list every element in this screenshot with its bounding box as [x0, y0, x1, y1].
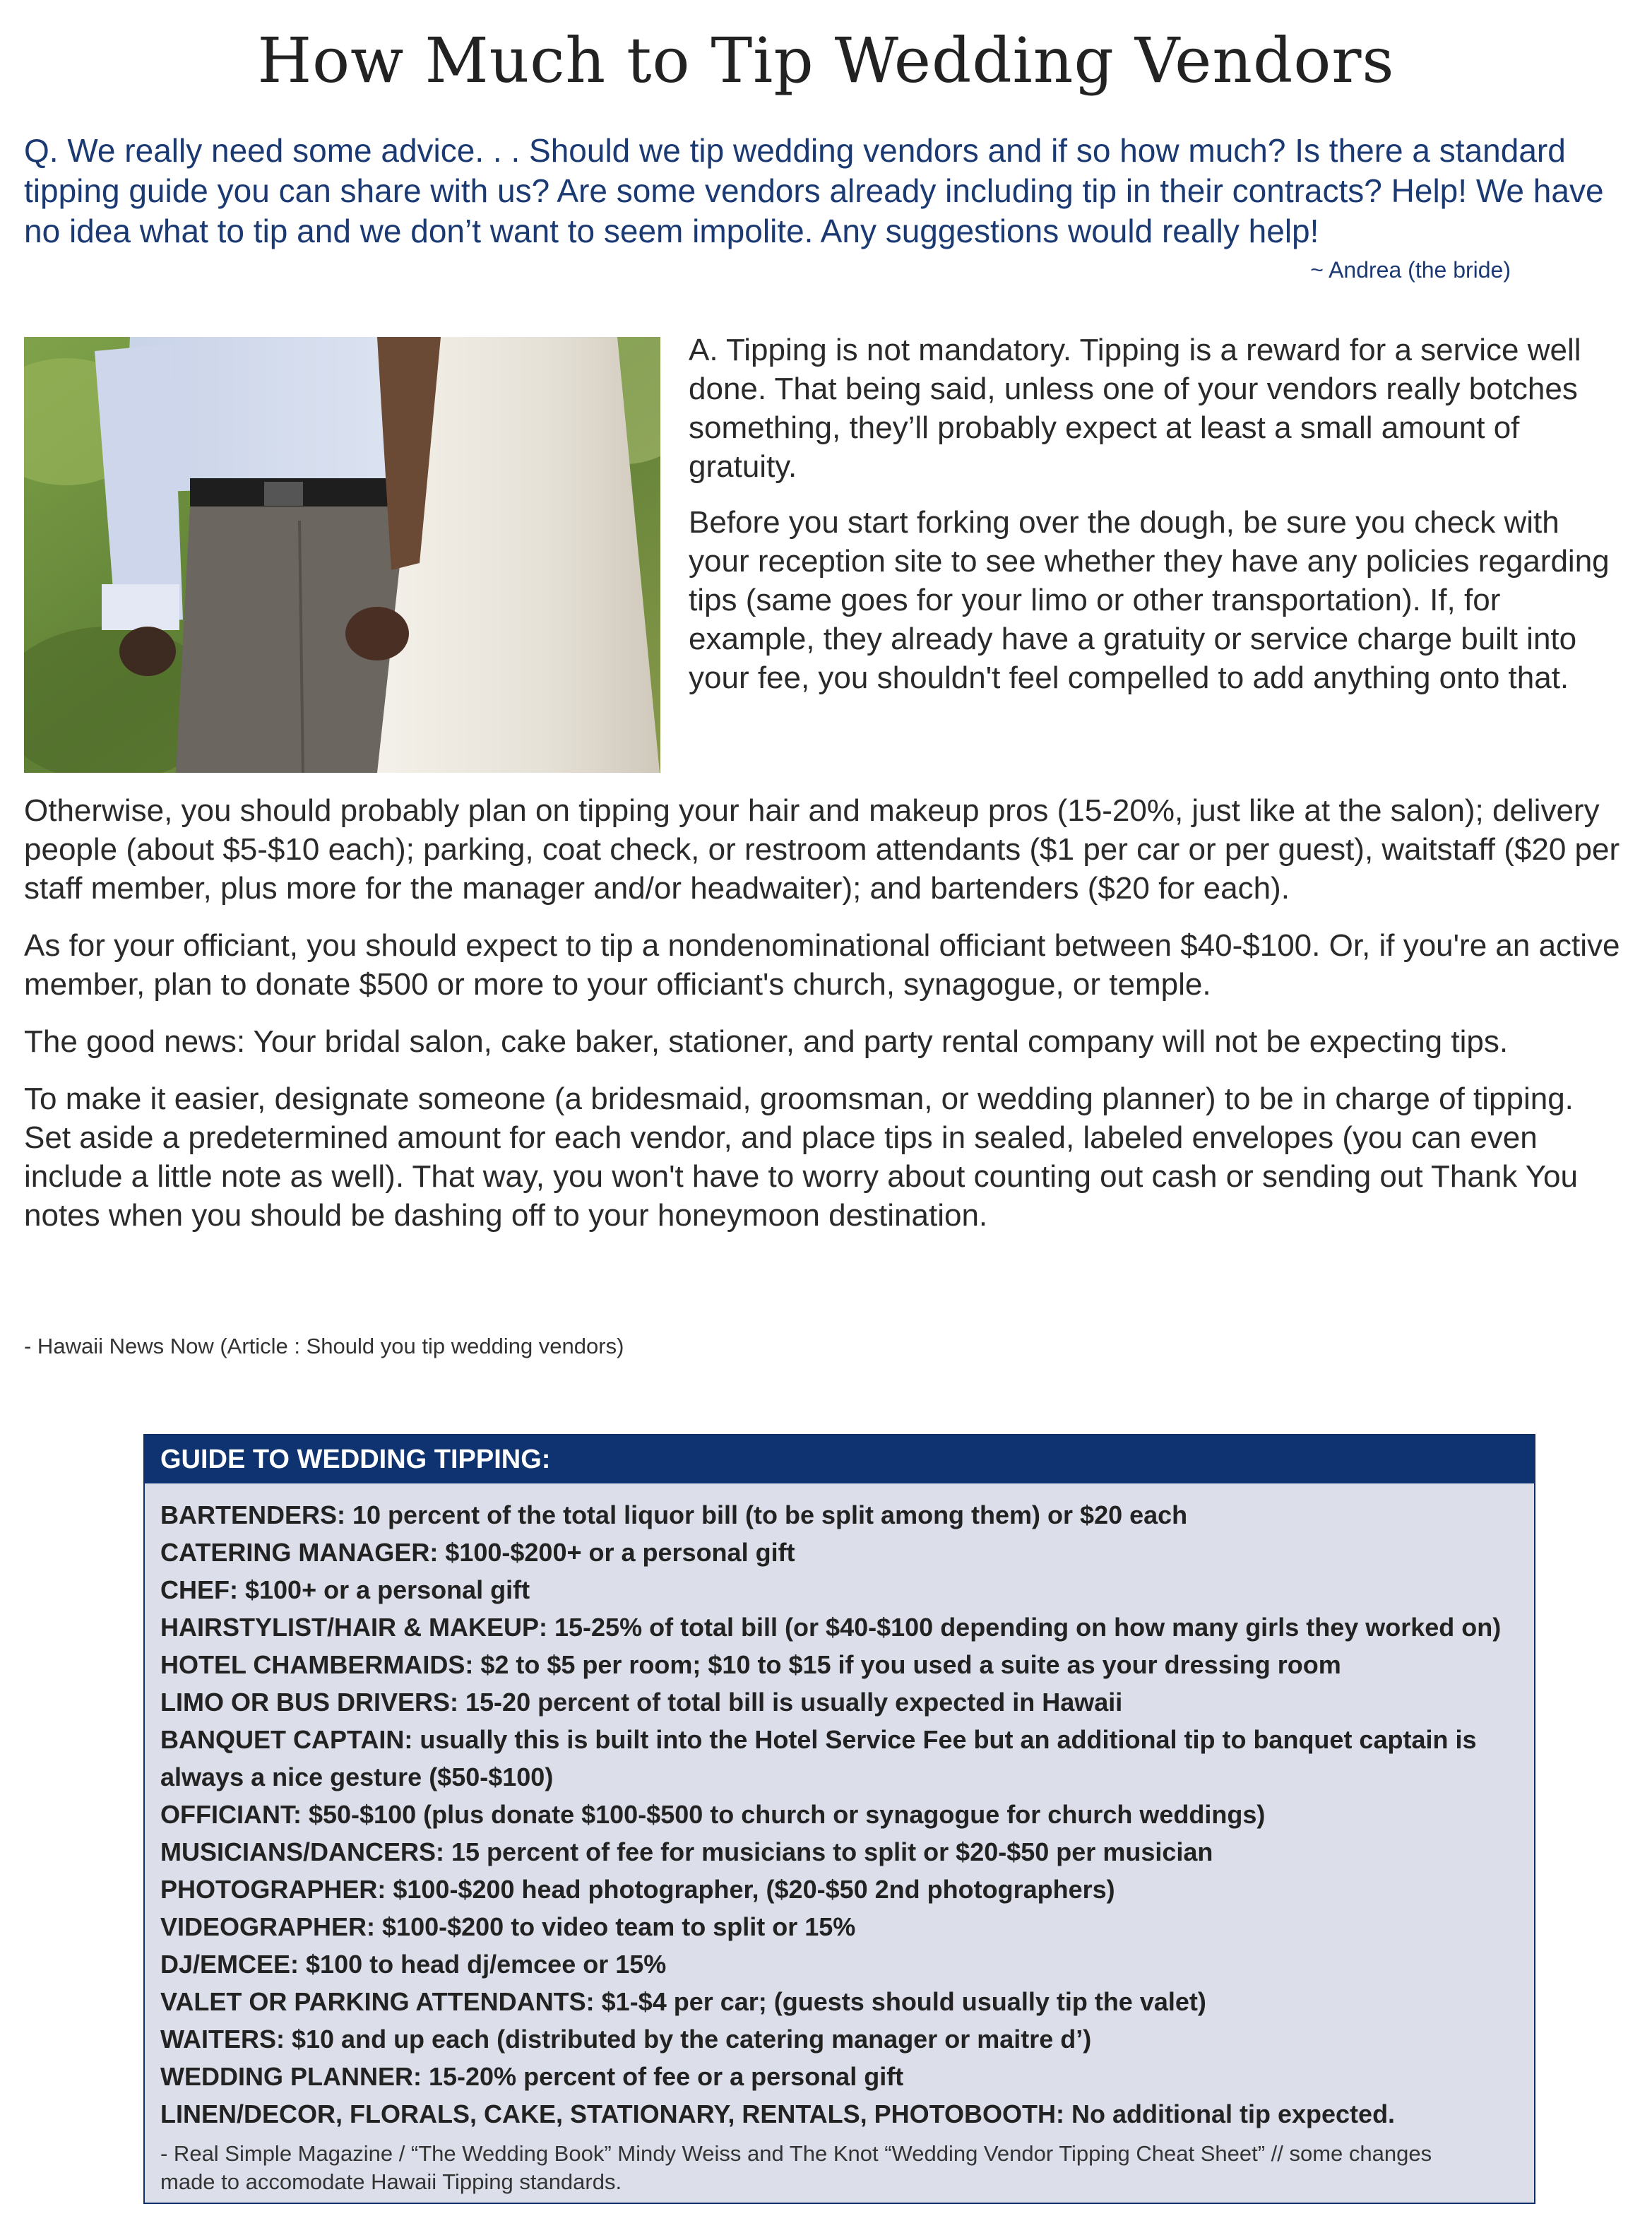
tipping-guide-header: GUIDE TO WEDDING TIPPING:: [145, 1435, 1534, 1483]
tipping-guide-source: - Real Simple Magazine / “The Wedding Book” Mindy Weiss and The Knot “Wedding Vendor Tipping Cheat Sheet” // some changes made to accomodate Hawaii Tipping standards.: [160, 2141, 1432, 2194]
tipping-guide-item: CHEF: $100+ or a personal gift: [160, 1575, 530, 1604]
couple-photo-illustration: [24, 337, 660, 773]
tipping-guide-item: CATERING MANAGER: $100-$200+ or a personal gift: [160, 1538, 795, 1567]
tipping-guide-item: LINEN/DECOR, FLORALS, CAKE, STATIONARY, RENTALS, PHOTOBOOTH: No additional tip expected.: [160, 2099, 1396, 2128]
tipping-guide-item: WAITERS: $10 and up each (distributed by the catering manager or maitre d’): [160, 2025, 1092, 2054]
body-paragraph: The good news: Your bridal salon, cake baker, stationer, and party rental company will not be expecting tips.: [24, 1024, 1509, 1059]
tipping-guide-item: BANQUET CAPTAIN: usually this is built into the Hotel Service Fee but an additional tip to banquet captain is always a nice gesture ($50-$100): [160, 1725, 1477, 1791]
question-text: Q. We really need some advice. . . Should we tip wedding vendors and if so how much? Is there a standard tipping guide you can share with us? Are some vendors already including tip in their contracts? Help! We have no idea what to tip and we don’t want to seem impolite. Any suggestions would really help!: [24, 132, 1604, 249]
answer-paragraph: A. Tipping is not mandatory. Tipping is a reward for a service well done. That being said, unless one of your vendors really botches something, they’ll probably expect at least a small amount of gratuity.: [689, 333, 1581, 484]
tipping-guide-list: [145, 1483, 1534, 2133]
answer-paragraph: Before you start forking over the dough, be sure you check with your reception site to see whether they have any policies regarding tips (same goes for your limo or other transportation). If, for example, they already have a gratuity or service charge built into your fee, you shouldn't feel compelled to add anything onto that.: [689, 505, 1610, 695]
body-paragraph: Otherwise, you should probably plan on tipping your hair and makeup pros (15-20%, just like at the salon); delivery people (about $5-$10 each); parking, coat check, or restroom attendants ($1 per car or per guest), waitstaff ($20 per staff member, plus more for the manager and/or headwaiter); and bartenders ($20 for each).: [24, 793, 1620, 906]
tipping-guide-item: MUSICIANS/DANCERS: 15 percent of fee for musicians to split or $20-$50 per musician: [160, 1837, 1213, 1866]
article-source: - Hawaii News Now (Article : Should you tip wedding vendors): [24, 1334, 624, 1358]
tipping-guide-item: LIMO OR BUS DRIVERS: 15-20 percent of total bill is usually expected in Hawaii: [160, 1688, 1123, 1717]
couple-photo: [24, 337, 660, 773]
tipping-guide-item: VALET OR PARKING ATTENDANTS: $1-$4 per car; (guests should usually tip the valet): [160, 1987, 1206, 2016]
tipping-guide-item: DJ/EMCEE: $100 to head dj/emcee or 15%: [160, 1950, 667, 1979]
tipping-guide-item: WEDDING PLANNER: 15-20% percent of fee or a personal gift: [160, 2062, 904, 2091]
page-title: How Much to Tip Wedding Vendors: [257, 24, 1395, 97]
question-signature: ~ Andrea (the bride): [1310, 257, 1511, 283]
tipping-guide-item: PHOTOGRAPHER: $100-$200 head photographer, ($20-$50 2nd photographers): [160, 1875, 1115, 1904]
tipping-guide-box: [143, 1434, 1535, 2204]
tipping-guide-item: BARTENDERS: 10 percent of the total liquor bill (to be split among them) or $20 each: [160, 1500, 1188, 1529]
tipping-guide-item: HAIRSTYLIST/HAIR & MAKEUP: 15-25% of total bill (or $40-$100 depending on how many girls they worked on): [160, 1613, 1502, 1642]
tipping-guide-item: HOTEL CHAMBERMAIDS: $2 to $5 per room; $10 to $15 if you used a suite as your dressing room: [160, 1650, 1341, 1679]
body-paragraph: To make it easier, designate someone (a bridesmaid, groomsman, or wedding planner) to be in charge of tipping. Set aside a predetermined amount for each vendor, and place tips in sealed, labeled envelopes (you can even include a little note as well). That way, you won't have to worry about counting out cash or sending out Thank You notes when you should be dashing off to your honeymoon destination.: [24, 1082, 1578, 1233]
body-paragraph: As for your officiant, you should expect to tip a nondenominational officiant between $40-$100. Or, if you're an active member, plan to donate $500 or more to your officiant's church, synagogue, or temple.: [24, 928, 1620, 1002]
tipping-guide-item: OFFICIANT: $50-$100 (plus donate $100-$500 to church or synagogue for church weddings): [160, 1800, 1266, 1829]
body-section: [24, 791, 1627, 1253]
tipping-guide-item: VIDEOGRAPHER: $100-$200 to video team to split or 15%: [160, 1912, 856, 1941]
answer-section: [689, 331, 1621, 714]
